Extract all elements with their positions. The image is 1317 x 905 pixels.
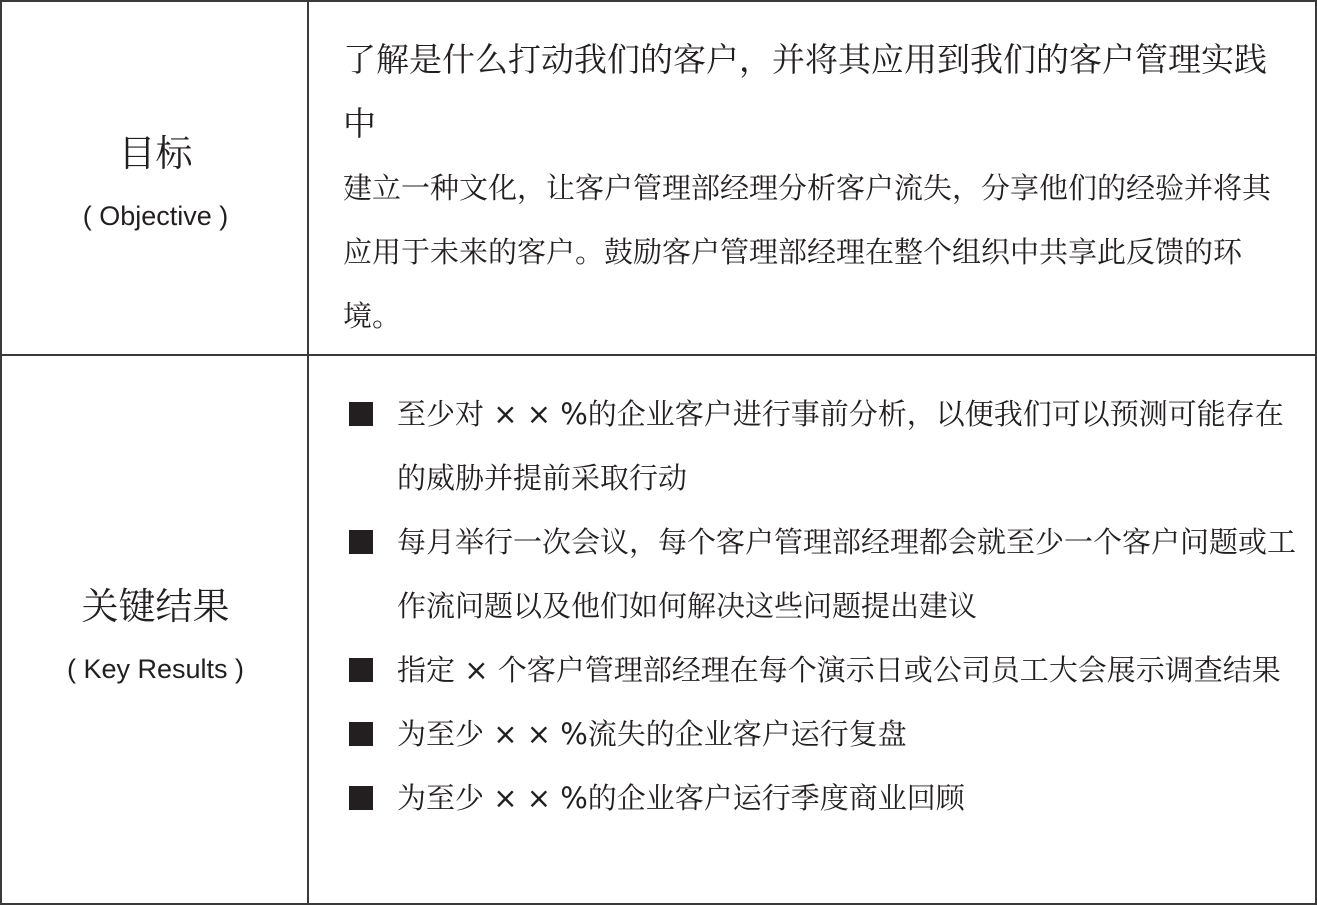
key-result-item <box>349 382 1299 510</box>
black-square-bullet-icon <box>349 402 373 426</box>
key-result-item <box>349 510 1299 638</box>
objective-label-cell <box>2 2 309 354</box>
key-result-text: 至少对 × × %的企业客户进行事前分析，以便我们可以预测可能存在的威胁并提前采取行动 <box>397 397 1284 495</box>
key-results-content-cell <box>309 356 1315 905</box>
key-result-text: 为至少 × × %的企业客户运行季度商业回顾 <box>397 781 965 815</box>
key-result-text: 每月举行一次会议，每个客户管理部经理都会就至少一个客户问题或工作流问题以及他们如何解决这些问题提出建议 <box>397 525 1297 623</box>
objective-description: 建立一种文化，让客户管理部经理分析客户流失，分享他们的经验并将其应用于未来的客户。鼓励客户管理部经理在整个组织中共享此反馈的环境。 <box>343 171 1272 333</box>
black-square-bullet-icon <box>349 658 373 682</box>
black-square-bullet-icon <box>349 786 373 810</box>
key-results-label-en: ( Key Results ) <box>66 654 245 684</box>
black-square-bullet-icon <box>349 530 373 554</box>
objective-row <box>2 2 1315 356</box>
objective-label-en: ( Objective ) <box>82 201 229 231</box>
objective-content-cell <box>309 2 1315 354</box>
key-result-text: 为至少 × × %流失的企业客户运行复盘 <box>397 717 907 751</box>
key-result-text: 指定 × 个客户管理部经理在每个演示日或公司员工大会展示调查结果 <box>397 653 1281 687</box>
objective-title: 了解是什么打动我们的客户，并将其应用到我们的客户管理实践中 <box>343 40 1267 143</box>
key-results-label-cell <box>2 356 309 905</box>
key-results-list <box>349 382 1299 830</box>
key-result-item <box>349 766 1299 830</box>
key-results-row <box>2 356 1315 905</box>
key-result-item <box>349 638 1299 702</box>
black-square-bullet-icon <box>349 722 373 746</box>
objective-label: 目标 <box>118 132 193 175</box>
key-results-label: 关键结果 <box>81 585 230 628</box>
key-result-item <box>349 702 1299 766</box>
